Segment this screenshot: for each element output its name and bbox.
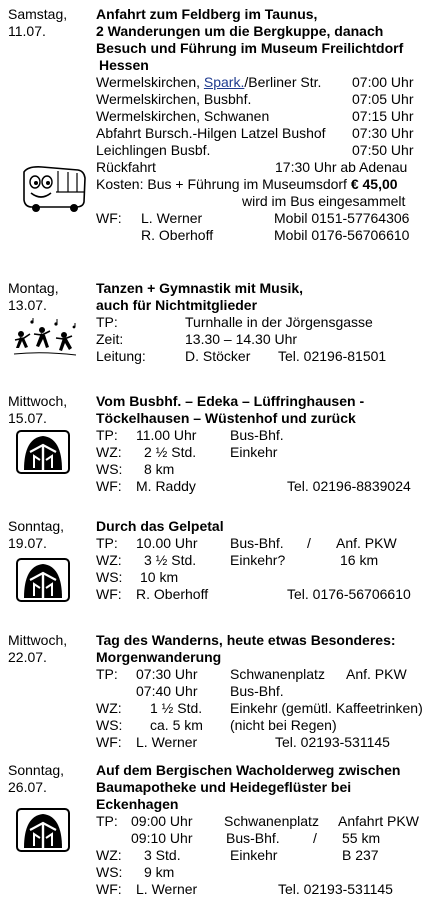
return-label: Rückfahrt	[96, 159, 156, 175]
row-label: WF:	[96, 881, 122, 897]
event-title-line: Vom Busbhf. – Edeka – Lüffringhausen -	[96, 393, 365, 409]
row-label: TP:	[96, 666, 118, 682]
row-value: 55 km	[342, 830, 381, 846]
cost-line: Kosten: Bus + Führung im Museumsdorf € 45,00	[96, 176, 398, 192]
event-title-line: 2 Wanderungen um die Bergkuppe, danach	[96, 23, 384, 39]
row-value: 1 ½ Std.	[150, 700, 203, 716]
event-date: 26.07.	[8, 779, 47, 795]
row-phone: Tel. 02196-81501	[278, 348, 387, 364]
row-value: 07:40 Uhr	[136, 683, 198, 699]
row-phone: Tel. 02193-531145	[275, 734, 390, 750]
event-day: Sonntag,	[8, 518, 65, 534]
row-value: 09:10 Uhr	[131, 830, 193, 846]
row-label: WZ:	[96, 700, 122, 716]
row-value: Schwanenplatz	[230, 666, 325, 682]
row-value: 16 km	[340, 552, 379, 568]
row-phone: Tel. 02193-531145	[278, 881, 393, 897]
event-date: 19.07.	[8, 535, 47, 551]
row-label: WS:	[96, 461, 123, 477]
event-title-line: Eckenhagen	[96, 796, 179, 812]
row-value: Einkehr	[230, 444, 278, 460]
row-value: L. Werner	[136, 881, 198, 897]
event-day: Mittwoch,	[8, 632, 68, 648]
row-phone: Tel. 0176-56706610	[287, 586, 411, 602]
cost-price: € 45,00	[350, 176, 398, 192]
row-label: WF:	[96, 586, 122, 602]
row-value: 10.00 Uhr	[136, 535, 198, 551]
wf-label: WF:	[96, 210, 122, 226]
row-label: TP:	[96, 813, 118, 829]
event-title-line: Anfahrt zum Feldberg im Taunus,	[96, 6, 318, 22]
row-label: TP:	[96, 535, 118, 551]
dancers-icon	[12, 318, 78, 358]
row-value: Einkehr (gemütl. Kaffeetrinken)	[230, 700, 423, 716]
event-title-line: Auf dem Bergischen Wacholderweg zwischen	[96, 762, 401, 778]
row-label: Zeit:	[96, 331, 124, 347]
event-day: Sonntag,	[8, 762, 65, 778]
event-title-line: auch für Nichtmitglieder	[96, 297, 258, 313]
row-value: /	[313, 830, 317, 846]
event-day: Montag,	[8, 280, 59, 296]
row-value: 3 Std.	[144, 847, 181, 863]
departure-time: 07:00 Uhr	[352, 74, 414, 90]
row-phone: Tel. 02196-8839024	[287, 478, 411, 494]
row-value: M. Raddy	[136, 478, 196, 494]
contact-phone: Mobil 0176-56706610	[274, 227, 410, 243]
cost-note: wird im Bus eingesammelt	[242, 193, 406, 209]
departure-place: Wermelskirchen, Schwanen	[96, 108, 270, 124]
row-label: TP:	[96, 427, 118, 443]
departure-place: Abfahrt Bursch.-Hilgen Latzel Bushof	[96, 125, 326, 141]
event-title-line: Tanzen + Gymnastik mit Musik,	[96, 280, 304, 296]
departure-place: Wermelskirchen, Busbhf.	[96, 91, 252, 107]
row-label: WS:	[96, 717, 123, 733]
row-value: 07:30 Uhr	[136, 666, 198, 682]
row-label: WZ:	[96, 444, 122, 460]
row-label: WZ:	[96, 552, 122, 568]
bus-icon	[18, 162, 90, 212]
row-value: Bus-Bhf.	[230, 535, 284, 551]
row-value: 11.00 Uhr	[136, 427, 197, 443]
contact-name: R. Oberhoff	[141, 227, 214, 243]
row-value: Anf. PKW	[346, 666, 407, 682]
row-value: ca. 5 km	[150, 717, 203, 733]
row-value: 09:00 Uhr	[131, 813, 193, 829]
event-title-line: Morgenwanderung	[96, 649, 222, 665]
event-date: 13.07.	[8, 297, 47, 313]
row-value: Einkehr?	[230, 552, 286, 568]
event-title-line: Tag des Wanderns, heute etwas Besonderes:	[96, 632, 396, 648]
hiking-icon	[16, 808, 70, 852]
row-value: B 237	[342, 847, 379, 863]
row-label: WF:	[96, 734, 122, 750]
departure-time: 07:15 Uhr	[352, 108, 414, 124]
row-value: D. Stöcker	[185, 348, 251, 364]
row-value: R. Oberhoff	[136, 586, 209, 602]
spark-link[interactable]: Spark.	[203, 74, 245, 90]
row-value: Bus-Bhf.	[226, 830, 280, 846]
event-title-line: Durch das Gelpetal	[96, 518, 224, 534]
row-label: Leitung:	[96, 348, 146, 364]
event-title-line: Hessen	[99, 57, 149, 73]
departure-time: 07:30 Uhr	[352, 125, 414, 141]
hiking-icon	[16, 430, 70, 474]
row-value: 10 km	[140, 569, 179, 585]
event-title-line: Besuch und Führung im Museum Freilichtdorf	[96, 40, 404, 56]
row-value: Bus-Bhf.	[230, 427, 284, 443]
row-label: WZ:	[96, 847, 122, 863]
departure-place: Wermelskirchen, Spark./Berliner Str.	[96, 74, 322, 90]
row-value: 2 ½ Std.	[144, 444, 197, 460]
row-label: WS:	[96, 569, 123, 585]
event-title-line: Töckelhausen – Wüstenhof und zurück	[96, 410, 356, 426]
contact-phone: Mobil 0151-57764306	[274, 210, 410, 226]
event-day: Mittwoch,	[8, 393, 68, 409]
row-value: Anf. PKW	[336, 535, 397, 551]
row-value: L. Werner	[136, 734, 198, 750]
row-label: WF:	[96, 478, 122, 494]
contact-name: L. Werner	[141, 210, 203, 226]
departure-place: Leichlingen Busbf.	[96, 142, 211, 158]
event-date: 22.07.	[8, 649, 47, 665]
row-value: Einkehr	[230, 847, 278, 863]
row-value: Anfahrt PKW	[338, 813, 419, 829]
return-value: 17:30 Uhr ab Adenau	[275, 159, 408, 175]
row-value: Turnhalle in der Jörgensgasse	[185, 314, 373, 330]
departure-time: 07:50 Uhr	[352, 142, 414, 158]
row-value: /	[307, 535, 311, 551]
row-value: 9 km	[144, 864, 175, 880]
row-value: 13.30 – 14.30 Uhr	[185, 331, 298, 347]
event-title-line: Baumapotheke und Heidegeflüster bei	[96, 779, 352, 795]
row-value: Bus-Bhf.	[230, 683, 284, 699]
row-value: (nicht bei Regen)	[230, 717, 337, 733]
hiking-icon	[16, 558, 70, 602]
departure-time: 07:05 Uhr	[352, 91, 414, 107]
row-value: 8 km	[144, 461, 175, 477]
row-value: 3 ½ Std.	[144, 552, 197, 568]
event-day: Samstag,	[8, 6, 68, 22]
row-value: Schwanenplatz	[224, 813, 319, 829]
row-label: TP:	[96, 314, 118, 330]
row-label: WS:	[96, 864, 123, 880]
event-date: 15.07.	[8, 410, 47, 426]
event-date: 11.07.	[8, 23, 46, 39]
